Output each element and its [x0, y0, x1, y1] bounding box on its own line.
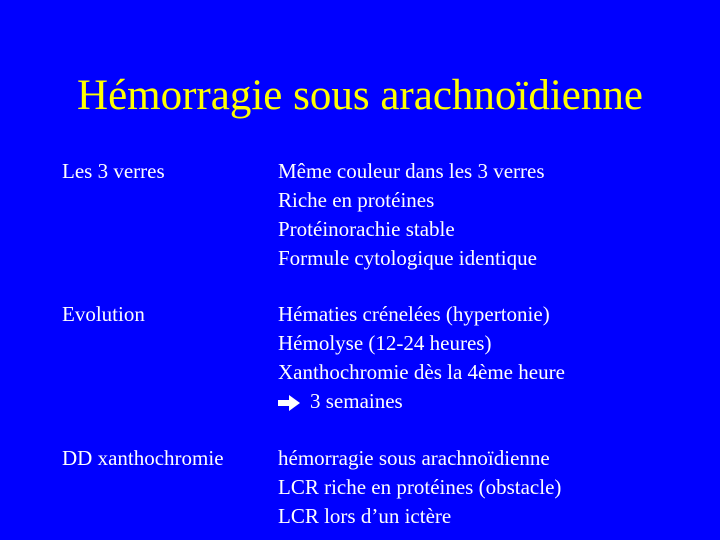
- slide-title: Hémorragie sous arachnoïdienne: [77, 72, 643, 119]
- row-label: DD xanthochromie: [62, 446, 224, 470]
- row-label: Evolution: [62, 302, 145, 326]
- detail-line: Hématies crénelées (hypertonie): [278, 302, 550, 326]
- detail-line: Hémolyse (12-24 heures): [278, 331, 492, 355]
- row-details: [278, 157, 545, 273]
- detail-line: Même couleur dans les 3 verres: [278, 159, 545, 183]
- right-arrow-icon: [278, 387, 302, 411]
- detail-line: LCR riche en protéines (obstacle): [278, 475, 562, 499]
- row-details: [278, 300, 565, 416]
- detail-line: Protéinorachie stable: [278, 217, 455, 241]
- detail-line-arrow: [278, 387, 565, 416]
- detail-line-text: 3 semaines: [310, 389, 403, 413]
- row-label: Les 3 verres: [62, 159, 165, 183]
- detail-line: Formule cytologique identique: [278, 246, 537, 270]
- detail-line: LCR lors d’un ictère: [278, 504, 452, 528]
- detail-line: Riche en protéines: [278, 188, 435, 212]
- row-details: [278, 444, 561, 531]
- detail-line: Xanthochromie dès la 4ème heure: [278, 360, 565, 384]
- detail-line: hémorragie sous arachnoïdienne: [278, 446, 550, 470]
